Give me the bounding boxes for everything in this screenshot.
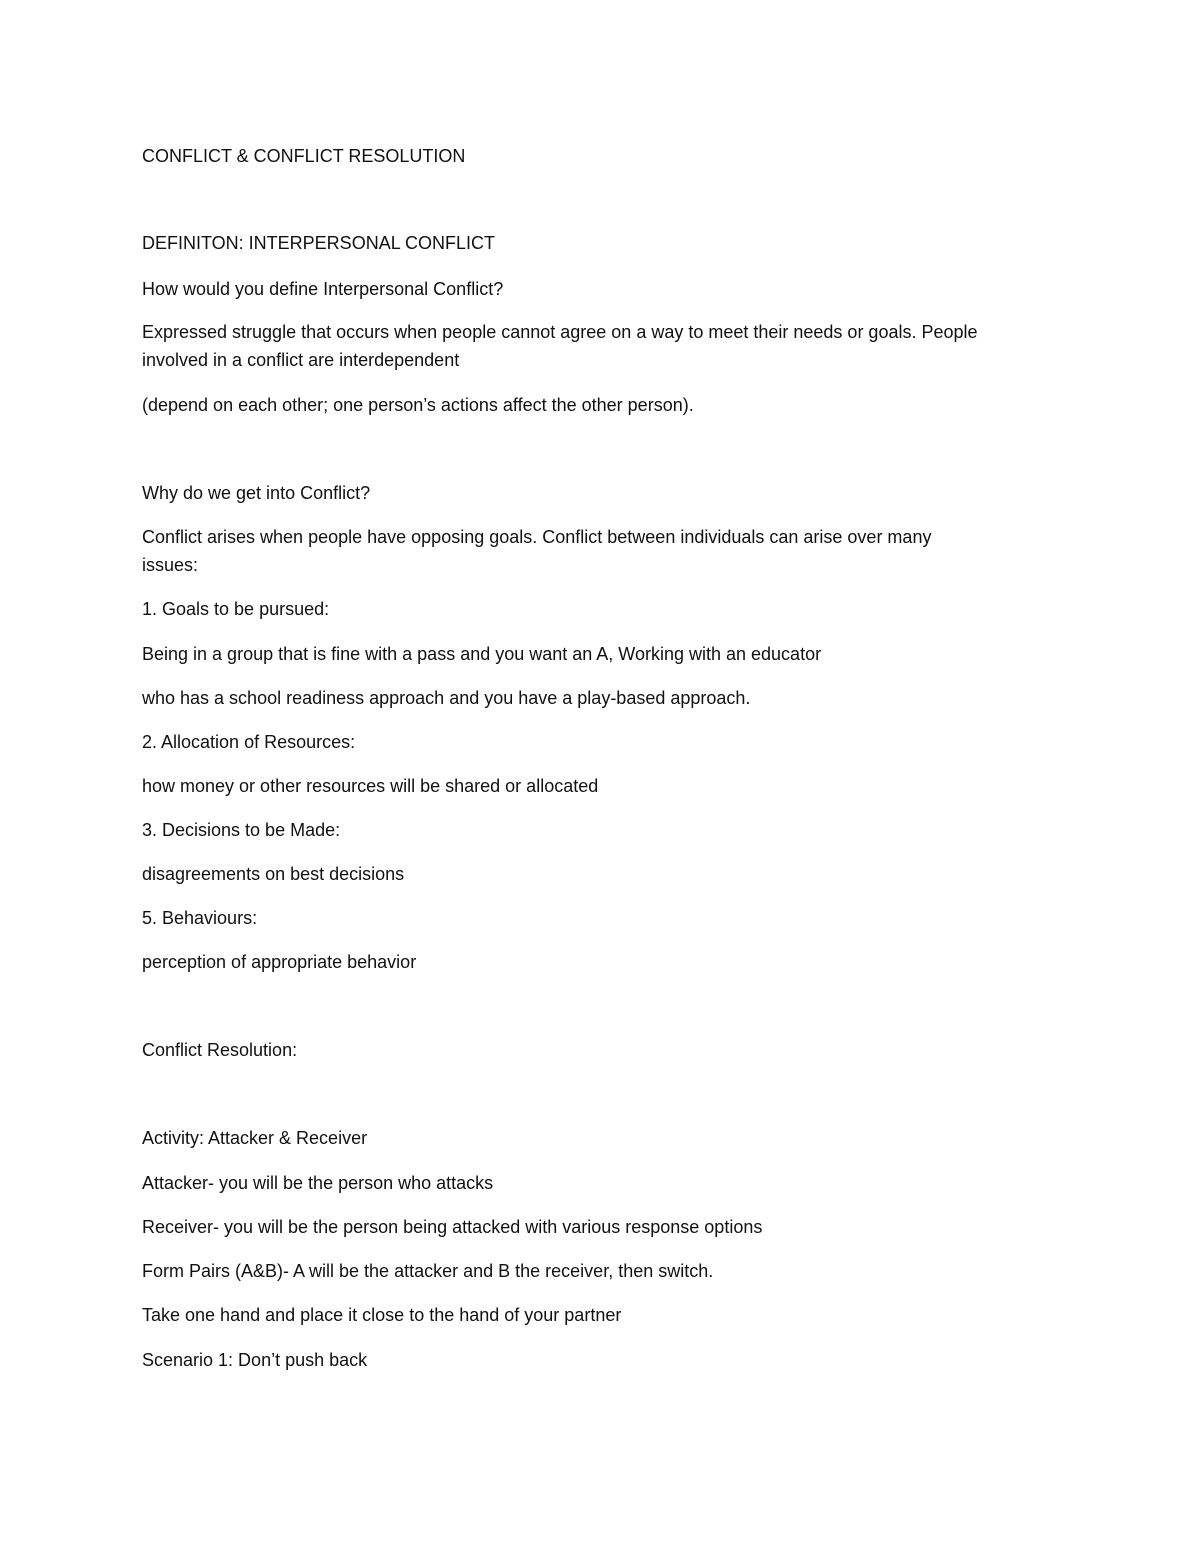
issue-detail: disagreements on best decisions bbox=[142, 864, 405, 884]
definition-note: (depend on each other; one person’s actions affect the other person). bbox=[142, 395, 694, 415]
why-answer-line: issues: bbox=[142, 555, 199, 575]
definition-heading: DEFINITON: INTERPERSONAL CONFLICT bbox=[142, 233, 496, 253]
issue-detail: how money or other resources will be shared or allocated bbox=[142, 776, 599, 796]
why-question: Why do we get into Conflict? bbox=[142, 483, 371, 503]
definition-answer-line: involved in a conflict are interdependent bbox=[142, 350, 460, 370]
issue-heading: 3. Decisions to be Made: bbox=[142, 820, 341, 840]
activity-line: Attacker- you will be the person who attacks bbox=[142, 1173, 494, 1193]
issue-detail: Being in a group that is fine with a pass and you want an A, Working with an educator bbox=[142, 644, 822, 664]
activity-title: Activity: Attacker & Receiver bbox=[142, 1128, 368, 1148]
definition-question: How would you define Interpersonal Conflict? bbox=[142, 279, 504, 299]
activity-line: Take one hand and place it close to the hand of your partner bbox=[142, 1305, 622, 1325]
activity-line: Scenario 1: Don’t push back bbox=[142, 1350, 368, 1370]
issue-heading: 2. Allocation of Resources: bbox=[142, 732, 356, 752]
document-title: CONFLICT & CONFLICT RESOLUTION bbox=[142, 146, 466, 166]
issue-heading: 1. Goals to be pursued: bbox=[142, 599, 330, 619]
resolution-heading: Conflict Resolution: bbox=[142, 1040, 298, 1060]
why-answer-line: Conflict arises when people have opposing goals. Conflict between individuals can arise over many bbox=[142, 527, 932, 547]
issue-heading: 5. Behaviours: bbox=[142, 908, 258, 928]
definition-answer-line: Expressed struggle that occurs when people cannot agree on a way to meet their needs or goals. People bbox=[142, 322, 978, 342]
activity-line: Receiver- you will be the person being attacked with various response options bbox=[142, 1217, 763, 1237]
activity-line: Form Pairs (A&B)- A will be the attacker and B the receiver, then switch. bbox=[142, 1261, 714, 1281]
issue-detail: perception of appropriate behavior bbox=[142, 952, 417, 972]
issue-detail: who has a school readiness approach and you have a play-based approach. bbox=[142, 688, 751, 708]
